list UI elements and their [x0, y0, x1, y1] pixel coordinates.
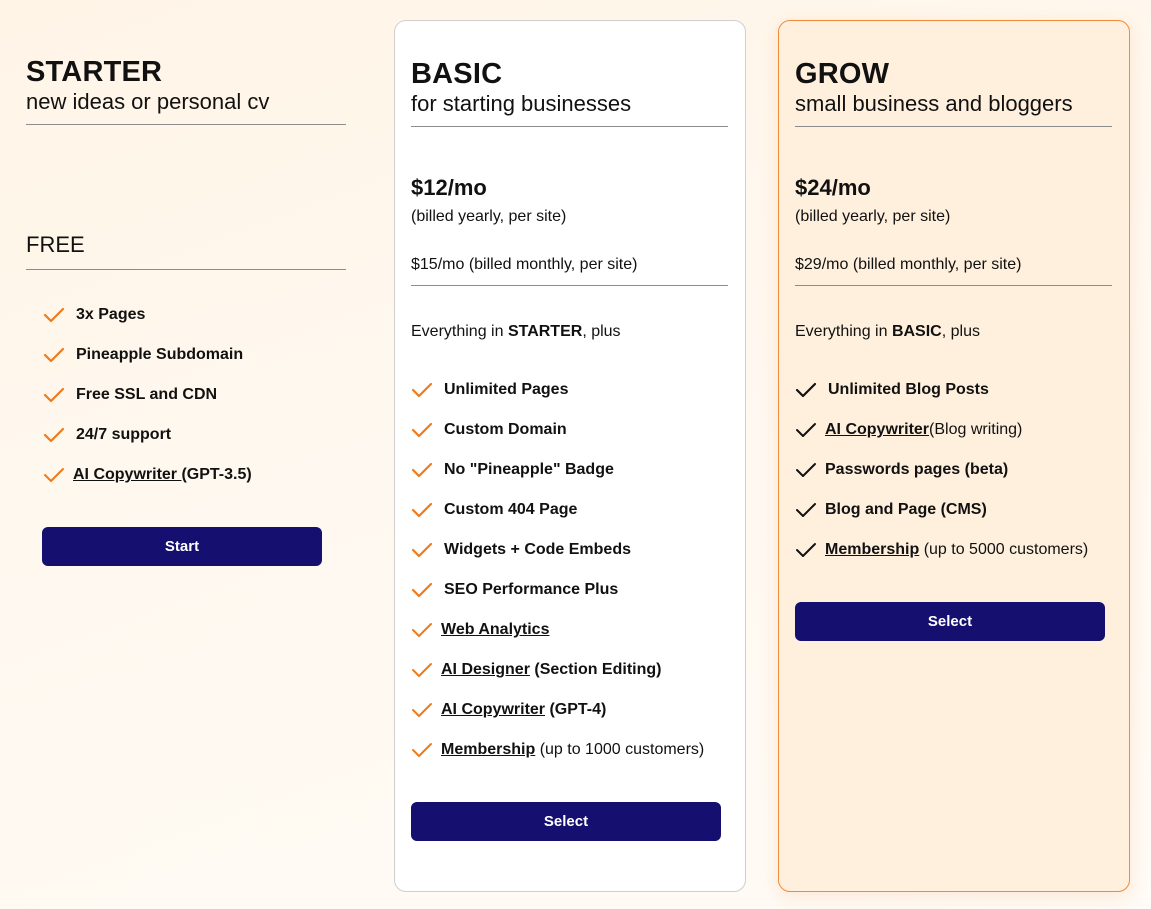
check-icon [411, 381, 433, 399]
feature-item [411, 570, 728, 610]
plan-card-grow [778, 20, 1130, 892]
price-note: (billed yearly, per site) [411, 208, 567, 225]
ai-copywriter-link[interactable]: AI Copywriter [825, 421, 930, 438]
includes-suffix: , plus [941, 323, 980, 340]
feature-item [795, 490, 1112, 530]
feature-label: Widgets + Code Embeds [444, 541, 631, 558]
check-icon [411, 501, 433, 519]
price-monthly: $15/mo (billed monthly, per site) [411, 255, 728, 286]
web-analytics-link[interactable]: Web Analytics [441, 621, 550, 638]
feature-label: Custom 404 Page [444, 501, 578, 518]
check-icon [43, 346, 65, 364]
feature-item [43, 335, 346, 375]
includes-text [795, 322, 1112, 342]
membership-link[interactable]: Membership [825, 541, 920, 558]
feature-item [411, 610, 728, 650]
select-button-basic[interactable]: Select [411, 802, 721, 841]
check-icon [795, 501, 817, 519]
feature-item [411, 370, 728, 410]
feature-label: 3x Pages [76, 306, 146, 323]
feature-item [411, 530, 728, 570]
plan-subtitle: new ideas or personal cv [26, 89, 346, 125]
check-icon [411, 421, 433, 439]
plan-title: GROW [795, 58, 890, 90]
feature-list [26, 295, 346, 495]
feature-label: Blog and Page (CMS) [825, 501, 987, 518]
feature-label: No "Pineapple" Badge [444, 461, 614, 478]
includes-plan: BASIC [891, 323, 942, 340]
feature-label: Unlimited Blog Posts [828, 381, 989, 398]
feature-item [411, 410, 728, 450]
select-button-grow[interactable]: Select [795, 602, 1105, 641]
plan-card-basic [394, 20, 746, 892]
feature-item [43, 455, 346, 495]
includes-suffix: , plus [582, 323, 621, 340]
check-icon [795, 421, 817, 439]
plan-price: $24/mo [795, 175, 871, 200]
plan-price: FREE [26, 232, 346, 270]
feature-detail: (Blog writing) [929, 421, 1023, 438]
feature-list [795, 370, 1112, 570]
feature-item [795, 410, 1112, 450]
feature-item [43, 375, 346, 415]
membership-link[interactable]: Membership [441, 741, 536, 758]
start-button[interactable]: Start [42, 527, 322, 566]
feature-item [411, 490, 728, 530]
includes-text [411, 322, 728, 342]
feature-item [795, 450, 1112, 490]
feature-list [411, 370, 728, 770]
feature-detail: (Section Editing) [529, 661, 662, 678]
feature-item [411, 730, 728, 770]
check-icon [411, 741, 433, 759]
check-icon [795, 381, 817, 399]
feature-label: Pineapple Subdomain [76, 346, 244, 363]
feature-detail: (GPT-3.5) [181, 466, 252, 483]
includes-prefix: Everything in [795, 323, 892, 340]
includes-plan: STARTER [507, 323, 583, 340]
feature-item [43, 415, 346, 455]
feature-detail: (GPT-4) [545, 701, 607, 718]
check-icon [411, 701, 433, 719]
plan-title: STARTER [26, 56, 163, 88]
feature-detail: (up to 5000 customers) [919, 541, 1089, 558]
check-icon [795, 461, 817, 479]
check-icon [43, 466, 65, 484]
plan-title: BASIC [411, 58, 503, 90]
ai-copywriter-link[interactable]: AI Copywriter [73, 466, 182, 483]
feature-item [795, 530, 1112, 570]
includes-prefix: Everything in [411, 323, 508, 340]
feature-item [411, 650, 728, 690]
check-icon [411, 461, 433, 479]
check-icon [411, 541, 433, 559]
check-icon [43, 426, 65, 444]
plan-card-starter [26, 20, 346, 566]
feature-detail: (up to 1000 customers) [535, 741, 705, 758]
feature-label: SEO Performance Plus [444, 581, 619, 598]
check-icon [43, 386, 65, 404]
check-icon [411, 621, 433, 639]
price-monthly: $29/mo (billed monthly, per site) [795, 255, 1112, 286]
check-icon [411, 661, 433, 679]
feature-label: Unlimited Pages [444, 381, 569, 398]
ai-designer-link[interactable]: AI Designer [441, 661, 530, 678]
feature-label: Free SSL and CDN [76, 386, 218, 403]
feature-item [411, 690, 728, 730]
plan-subtitle: for starting businesses [411, 91, 728, 127]
price-note: (billed yearly, per site) [795, 208, 951, 225]
feature-label: Custom Domain [444, 421, 567, 438]
feature-label: Passwords pages (beta) [825, 461, 1009, 478]
feature-item [43, 295, 346, 335]
feature-label: 24/7 support [76, 426, 172, 443]
feature-item [795, 370, 1112, 410]
check-icon [411, 581, 433, 599]
ai-copywriter-link[interactable]: AI Copywriter [441, 701, 546, 718]
plan-subtitle: small business and bloggers [795, 91, 1112, 127]
check-icon [43, 306, 65, 324]
feature-item [411, 450, 728, 490]
check-icon [795, 541, 817, 559]
plan-price: $12/mo [411, 175, 487, 200]
